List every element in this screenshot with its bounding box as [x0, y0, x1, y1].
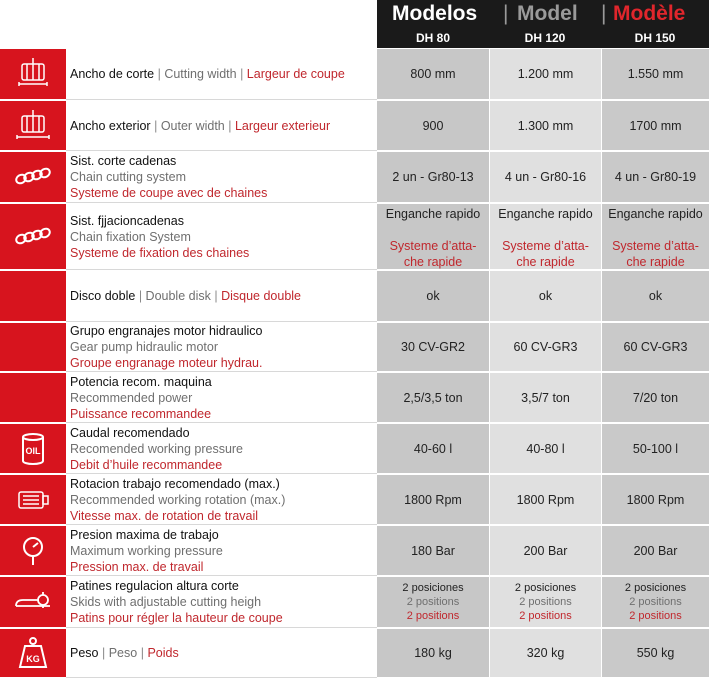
value-dh120: 3,5/7 ton	[489, 373, 601, 423]
chain-icon	[13, 157, 53, 197]
value-es: Enganche rapido	[385, 207, 481, 221]
value-dh120: 1.300 mm	[489, 101, 601, 151]
value-dh150: 1700 mm	[601, 101, 709, 151]
value-es: 2 posiciones	[624, 582, 687, 594]
value-fr: Systeme d’atta-	[502, 239, 589, 253]
value-dh80: 900	[377, 101, 489, 151]
label-fr: Vitesse max. de rotation de travail	[70, 508, 259, 523]
row-label	[66, 323, 377, 372]
value-dh150: 1.550 mm	[601, 49, 709, 100]
row-icon-cell	[0, 577, 66, 628]
value-dh80: 180 Bar	[377, 526, 489, 576]
row-icon-cell	[0, 101, 66, 151]
label-en: Recommended working rotation (max.)	[70, 492, 286, 507]
label-fr: Poids	[147, 646, 179, 660]
value-dh120: 60 CV-GR3	[489, 323, 601, 372]
row-label	[66, 204, 377, 270]
value-dh150	[601, 577, 709, 628]
label-fr: Patins pour régler la hauteur de coupe	[70, 611, 283, 625]
label-en: Gear pump hidraulic motor	[70, 340, 218, 354]
label-fr: Pression max. de travail	[70, 559, 204, 574]
value-dh150: 60 CV-GR3	[601, 323, 709, 372]
value-es: 2 posiciones	[514, 582, 577, 594]
model-header: DH 120	[489, 28, 601, 48]
value-dh120: 200 Bar	[489, 526, 601, 576]
label-fr: Systeme de coupe avec de chaines	[70, 186, 268, 200]
row-label	[66, 424, 377, 474]
label-fr: Largeur de coupe	[246, 67, 345, 81]
skid-icon	[13, 582, 53, 622]
value-es: Enganche rapido	[608, 207, 703, 221]
table-row	[0, 576, 709, 628]
value-dh150: ok	[601, 271, 709, 322]
value-dh150	[601, 204, 709, 270]
value-dh80	[377, 204, 489, 270]
value-fr: Systeme d’atta-	[389, 239, 477, 253]
label-fr: Systeme de fixation des chaines	[70, 245, 250, 260]
label-separator: |	[140, 646, 144, 660]
label-separator: |	[240, 67, 244, 81]
table-row	[0, 628, 709, 678]
title-separator: |	[503, 2, 509, 25]
table-header	[0, 0, 709, 48]
value-dh80: 1800 Rpm	[377, 475, 489, 525]
value-dh150: 7/20 ton	[601, 373, 709, 423]
row-icon-cell	[0, 271, 66, 322]
label-es: Ancho de corte	[70, 67, 155, 81]
title-fr: Modèle	[613, 2, 686, 25]
value-es: 2 posiciones	[402, 582, 464, 594]
value-dh120	[489, 577, 601, 628]
row-label	[66, 577, 377, 628]
label-separator: |	[154, 118, 158, 133]
row-label	[66, 49, 377, 100]
label-es: Sist. corte cadenas	[70, 154, 177, 168]
svg-text:OIL: OIL	[25, 445, 41, 456]
label-es: Potencia recom. maquina	[70, 374, 212, 389]
value-fr: Systeme d’atta-	[612, 239, 699, 253]
label-es: Presion maxima de trabajo	[70, 527, 219, 542]
weight-icon	[13, 633, 53, 673]
value-dh80: 30 CV-GR2	[377, 323, 489, 372]
value-fr: 2 positions	[629, 610, 682, 622]
value-dh120: 4 un - Gr80-16	[489, 152, 601, 203]
value-en: 2 positions	[406, 596, 460, 608]
label-en: Recommended power	[70, 390, 193, 405]
value-dh120: 40-80 l	[489, 424, 601, 474]
label-en: Skids with adjustable cutting heigh	[70, 595, 262, 609]
value-dh150: 550 kg	[601, 629, 709, 678]
row-label	[66, 152, 377, 203]
table-row	[0, 525, 709, 576]
label-en: Peso	[108, 646, 138, 660]
cutter-icon	[13, 106, 53, 146]
svg-text:KG: KG	[26, 654, 40, 664]
label-en: Double disk	[145, 289, 211, 303]
row-label	[66, 271, 377, 322]
model-header: DH 80	[377, 28, 489, 48]
value-dh80: 40-60 l	[377, 424, 489, 474]
value-dh150: 4 un - Gr80-19	[601, 152, 709, 203]
chain-icon	[13, 217, 53, 257]
label-separator: |	[228, 118, 232, 133]
gauge-icon	[13, 531, 53, 571]
row-icon-cell	[0, 49, 66, 100]
label-fr: Disque double	[221, 289, 302, 303]
label-es: Grupo engranajes motor hidraulico	[70, 324, 263, 338]
value-dh80	[377, 577, 489, 628]
value-en: 2 positions	[629, 596, 682, 608]
row-icon-cell	[0, 475, 66, 525]
value-es: Enganche rapido	[498, 207, 593, 221]
oil-icon	[13, 429, 53, 469]
label-separator: |	[101, 646, 106, 660]
table-row	[0, 100, 709, 151]
row-label	[66, 373, 377, 423]
label-separator: |	[157, 67, 161, 81]
label-es: Ancho exterior	[70, 118, 151, 133]
value-dh120: ok	[489, 271, 601, 322]
row-icon-cell	[0, 424, 66, 474]
row-label	[66, 526, 377, 576]
value-dh150: 200 Bar	[601, 526, 709, 576]
label-en: Chain fixation System	[70, 229, 191, 244]
value-dh80: 800 mm	[377, 49, 489, 100]
label-en: Chain cutting system	[70, 170, 187, 184]
label-es: Rotacion trabajo recomendado (max.)	[70, 476, 280, 491]
value-en: 2 positions	[519, 596, 572, 608]
label-fr: Puissance recommandee	[70, 406, 212, 421]
header-titles	[377, 0, 709, 28]
row-icon-cell	[0, 323, 66, 372]
model-header: DH 150	[601, 28, 709, 48]
table-row	[0, 322, 709, 372]
label-es: Caudal recomendado	[70, 425, 190, 440]
label-separator: |	[138, 289, 143, 303]
value-fr: che rapide	[626, 255, 685, 269]
row-icon-cell	[0, 629, 66, 678]
value-dh120	[489, 204, 601, 270]
title-separator: |	[601, 2, 607, 25]
header-blank	[0, 0, 377, 48]
value-dh80: 2,5/3,5 ton	[377, 373, 489, 423]
title-es: Modelos	[392, 2, 478, 25]
value-fr: che rapide	[403, 255, 463, 269]
row-icon-cell	[0, 373, 66, 423]
value-fr: 2 positions	[406, 610, 460, 622]
value-dh80: 180 kg	[377, 629, 489, 678]
label-en: Recomended working pressure	[70, 441, 244, 456]
value-dh120: 1800 Rpm	[489, 475, 601, 525]
label-es: Disco doble	[70, 289, 136, 303]
title-en: Model	[517, 2, 578, 25]
engine-icon	[13, 480, 53, 520]
table-row	[0, 474, 709, 525]
table-row	[0, 151, 709, 203]
table-row	[0, 48, 709, 100]
table-row	[0, 270, 709, 322]
label-es: Sist. fjjacioncadenas	[70, 213, 184, 228]
label-fr: Groupe engranage moteur hydrau.	[70, 356, 263, 370]
row-label	[66, 629, 377, 678]
label-separator: |	[214, 289, 218, 303]
cutter-icon	[13, 54, 53, 94]
label-en: Outer width	[160, 118, 225, 133]
row-icon-cell	[0, 152, 66, 203]
row-label	[66, 475, 377, 525]
table-row	[0, 423, 709, 474]
label-fr: Largeur exterieur	[234, 118, 331, 133]
value-dh80: ok	[377, 271, 489, 322]
label-es: Patines regulacion altura corte	[70, 579, 239, 593]
value-dh80: 2 un - Gr80-13	[377, 152, 489, 203]
table-row	[0, 203, 709, 270]
row-icon-cell	[0, 526, 66, 576]
row-label	[66, 101, 377, 151]
label-es: Peso	[70, 646, 99, 660]
table-row	[0, 372, 709, 423]
value-dh150: 1800 Rpm	[601, 475, 709, 525]
value-dh120: 320 kg	[489, 629, 601, 678]
row-icon-cell	[0, 204, 66, 270]
value-dh150: 50-100 l	[601, 424, 709, 474]
label-en: Maximum working pressure	[70, 543, 223, 558]
value-dh120: 1.200 mm	[489, 49, 601, 100]
value-fr: 2 positions	[519, 610, 572, 622]
value-fr: che rapide	[516, 255, 575, 269]
label-en: Cutting width	[164, 67, 237, 81]
label-fr: Debit d’huile recommandee	[70, 457, 223, 472]
